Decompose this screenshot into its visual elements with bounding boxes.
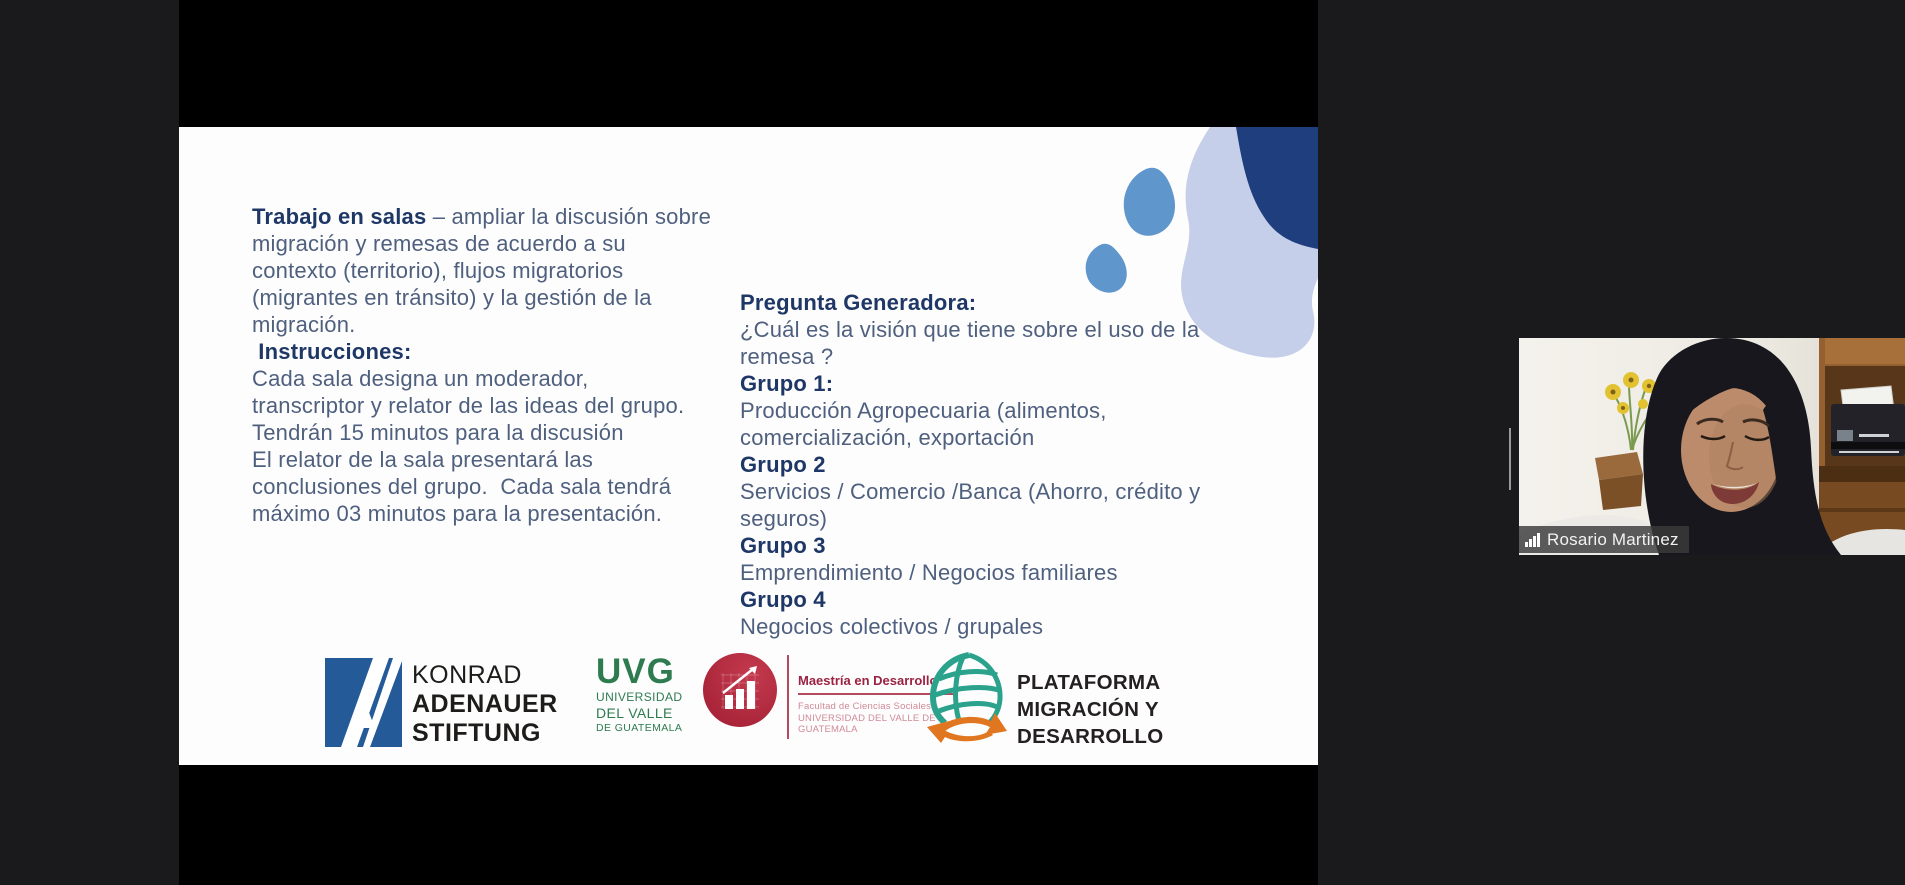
right-text-block xyxy=(740,289,1260,640)
participant-name: Rosario Martinez xyxy=(1547,529,1679,549)
text-line: El relator de la sala presentará las xyxy=(252,447,594,472)
text-line: (migrantes en tránsito) y la gestión de la xyxy=(252,285,652,310)
group-4-heading: Grupo 4 xyxy=(740,587,826,612)
text-line: contexto (territorio), flujos migratorios xyxy=(252,258,624,283)
group-1-heading: Grupo 1: xyxy=(740,371,834,396)
panel-resize-handle[interactable] xyxy=(1509,428,1517,459)
plataforma-logo-text xyxy=(1017,669,1164,750)
uvg-acronym: UVG xyxy=(596,652,675,691)
kas-line-1: KONRAD xyxy=(412,661,522,689)
text-line: Emprendimiento / Negocios familiares xyxy=(740,560,1118,585)
text-line: migración y remesas de acuerdo a su xyxy=(252,231,626,256)
text-line: transcriptor y relator de las ideas del grupo. xyxy=(252,393,685,418)
kas-line-3: STIFTUNG xyxy=(412,719,541,747)
participant-video-tile[interactable] xyxy=(1519,338,1905,555)
left-text-block xyxy=(252,203,752,527)
connection-bars-icon xyxy=(1525,533,1541,547)
blob-small xyxy=(1086,244,1127,293)
maestria-sub-2: UNIVERSIDAD DEL VALLE DE GUATEMALA xyxy=(798,712,936,735)
plataforma-line-1: PLATAFORMA xyxy=(1017,671,1161,694)
group-2-heading: Grupo 2 xyxy=(740,452,826,477)
participant-name-label xyxy=(1519,526,1689,553)
text-line: máximo 03 minutos para la presentación. xyxy=(252,501,663,526)
text-line: conclusiones del grupo. Cada sala tendrá xyxy=(252,474,672,499)
question-heading: Pregunta Generadora: xyxy=(740,290,977,315)
kas-logo-text xyxy=(412,661,558,748)
bar-chart-icon xyxy=(703,653,777,727)
text-line: comercialización, exportación xyxy=(740,425,1035,450)
uvg-line-3: DE GUATEMALA xyxy=(596,722,683,734)
logo-divider xyxy=(787,655,789,739)
text-line: Negocios colectivos / grupales xyxy=(740,614,1044,639)
text-line: ¿Cuál es la visión que tiene sobre el uso de la xyxy=(740,317,1200,342)
text-line: Tendrán 15 minutos para la discusión xyxy=(252,420,624,445)
blob-medium xyxy=(1124,168,1175,236)
uvg-line-1: UNIVERSIDAD xyxy=(596,690,683,704)
plataforma-line-3: DESARROLLO xyxy=(1017,725,1164,748)
maestria-title: Maestría en Desarrollo xyxy=(798,673,938,688)
participant-video-feed xyxy=(1519,338,1905,555)
inline-heading: Trabajo en salas xyxy=(252,204,427,229)
text-line: Trabajo en salas – ampliar la discusión sobre xyxy=(252,204,712,229)
globe-arrows-icon xyxy=(923,651,1015,747)
uvg-logo xyxy=(596,654,682,735)
subheading: Instrucciones: xyxy=(252,339,412,364)
screen-share-region xyxy=(179,0,1318,885)
text-line: remesa ? xyxy=(740,344,834,369)
maestria-sub-1: Facultad de Ciencias Sociales xyxy=(798,701,932,712)
text-line: migración. xyxy=(252,312,356,337)
text-line: Producción Agropecuaria (alimentos, xyxy=(740,398,1107,423)
kas-line-2: ADENAUER xyxy=(412,690,558,718)
presentation-slide xyxy=(179,127,1318,765)
kas-mark-icon xyxy=(325,658,402,747)
text-line: Cada sala designa un moderador, xyxy=(252,366,589,391)
plataforma-line-2: MIGRACIÓN Y xyxy=(1017,698,1159,721)
group-3-heading: Grupo 3 xyxy=(740,533,826,558)
uvg-line-2: DEL VALLE xyxy=(596,705,673,721)
text-line: Servicios / Comercio /Banca (Ahorro, crédito y xyxy=(740,479,1201,504)
text-line: seguros) xyxy=(740,506,828,531)
